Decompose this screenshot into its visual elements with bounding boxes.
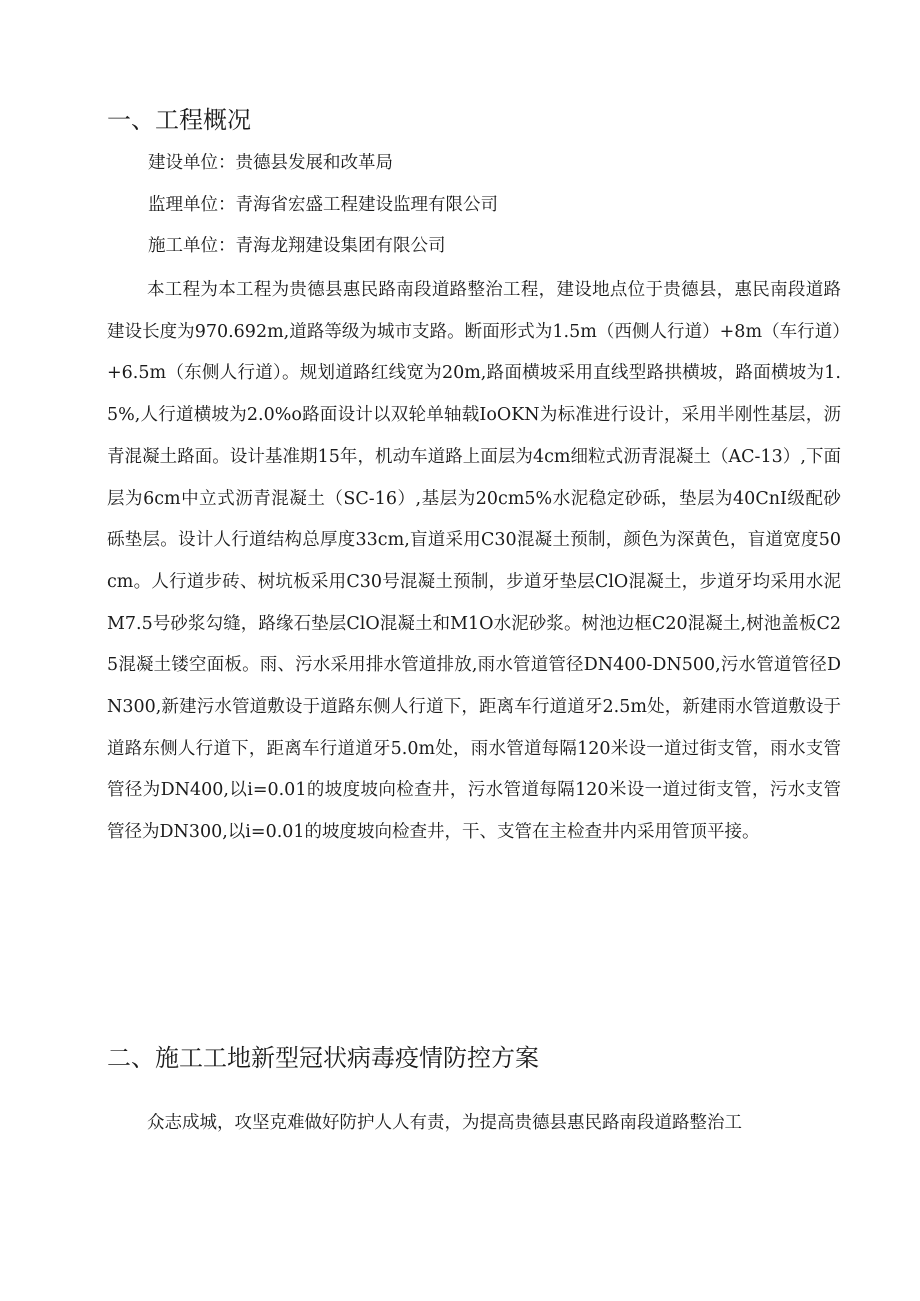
contractor-unit-line: 施工单位：青海龙翔建设集团有限公司 (148, 236, 446, 256)
supervision-unit-line: 监理单位：青海省宏盛工程建设监理有限公司 (148, 195, 498, 215)
construction-unit-line: 建设单位：贵德县发展和改革局 (148, 153, 393, 173)
section-heading-epidemic-plan: 二、施工工地新型冠状病毒疫情防控方案 (107, 1044, 539, 1072)
project-description-paragraph: 本工程为本工程为贵德县惠民路南段道路整治工程，建设地点位于贵德县，惠民南段道路建设长度为970.692m,道路等级为城市支路。断面形式为1.5m（西侧人行道）+8m（车行道）+6.5m（东侧人行道）。规划道路红线宽为20m,路面横坡采用直线型路拱横坡，路面横坡为1.5%,人行道横坡为2.0%o路面设计以双轮单轴载IoOKN为标准进行设计，采用半刚性基层，沥青混凝土路面。设计基准期15年，机动车道路上面层为4cm细粒式沥青混凝土（AC-13）,下面层为6cm中立式沥青混凝土（SC-16）,基层为20cm5%水泥稳定砂砾，垫层为40CnI级配砂砾垫层。设计人行道结构总厚度33cm,盲道采用C30混凝土预制，颜色为深黄色，盲道宽度50cm。人行道步砖、树坑板采用C30号混凝土预制，步道牙垫层ClO混凝土，步道牙均采用水泥M7.5号砂浆勾缝，路缘石垫层ClO混凝土和M1O水泥砂浆。树池边框C20混凝土,树池盖板C25混凝土镂空面板。雨、污水采用排水管道排放,雨水管道管径DN400-DN500,污水管道管径DN300,新建污水管道敷设于道路东侧人行道下，距离车行道道牙2.5m处，新建雨水管道敷设于道路东侧人行道下，距离车行道道牙5.0m处，雨水管道每隔120米设一道过街支管，雨水支管管径为DN400,以i=0.01的坡度坡向检查井，污水管道每隔120米设一道过街支管，污水支管管径为DN300,以i=0.01的坡度坡向检查井，干、支管在主检查井内采用管顶平接。 (107, 280, 841, 843)
epidemic-plan-paragraph: 众志成城，攻坚克难做好防护人人有责，为提高贵德县惠民路南段道路整治工 (147, 1113, 742, 1133)
section-heading-overview: 一、工程概况 (107, 106, 251, 134)
